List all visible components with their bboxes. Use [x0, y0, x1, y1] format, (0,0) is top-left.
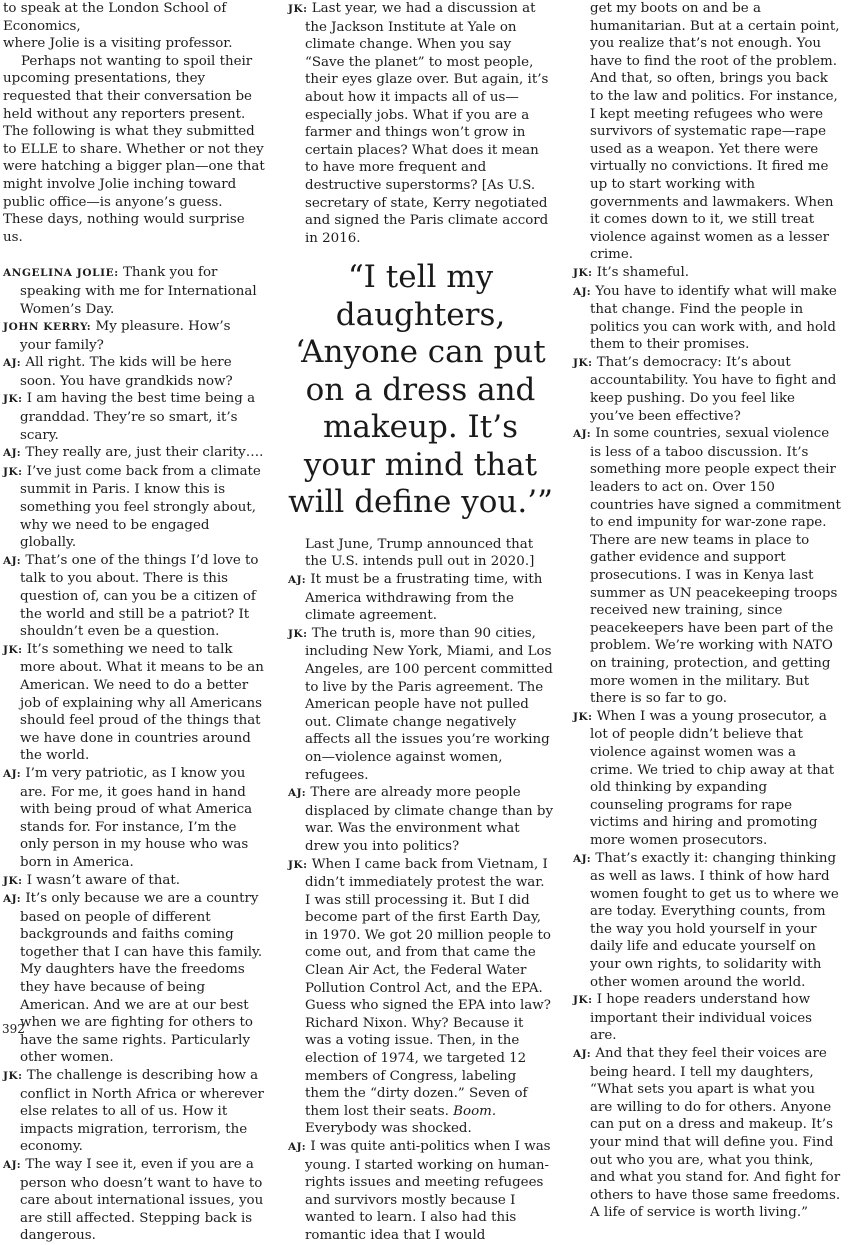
intro-paragraph: Perhaps not wanting to spoil their upcoming presentations, they requested that their conversation be held without any reporters present. The following is what they submitted to ELLE to share. Whether or not they were hatching a bigger plan—one that might involve Jolie inching toward public office—is anyone’s guess. These days, nothing would surprise us.: [3, 53, 265, 245]
interview-turn: [3, 444, 265, 463]
interview-turn: [573, 425, 841, 708]
interview-turn: [3, 463, 265, 552]
speaker-label: AJ:: [3, 447, 22, 460]
speaker-label: JK:: [573, 994, 593, 1007]
speaker-label: JK:: [573, 710, 593, 723]
turn-text: My pleasure. How’s your family?: [20, 319, 231, 353]
interview-turn: [288, 571, 553, 625]
speaker-label: JK:: [3, 1070, 23, 1083]
turn-text: The truth is, more than 90 cities, including New York, Miami, and Los Angeles, are 100 percent committed to live by the Paris agreement. The American people have not pulled out. Climate change negatively affects all the issues you’re working on—violence against women, refugees.: [305, 625, 553, 783]
speaker-label: AJ:: [3, 357, 22, 370]
speaker-label: ANGELINA JOLIE:: [3, 267, 119, 280]
interview-turn: [288, 0, 553, 247]
turn-text: That’s one of the things I’d love to talk to you about. There is this question of, can you be a citizen of the world and still be a patriot? It shouldn’t even be a question.: [20, 552, 259, 640]
interview-turn: [573, 283, 841, 354]
turn-text: You have to identify what will make that change. Find the people in politics you can work with, and hold them to their promises.: [590, 283, 837, 353]
continuation-text: get my boots on and be a humanitarian. But at a certain point, you realize that’s not enough. You have to find the root of the problem. And that, so often, brings you back to the law and politics. For instance, I kept meeting refugees who were survivors of systematic rape—rape used as a weapon. Yet there were virtually no convictions. It fired me up to start working with governments and lawmakers. When it comes down to it, we still treat violence against women as a lesser crime.: [590, 1, 840, 263]
interview-turn: [3, 1156, 265, 1245]
interview-turn: [3, 1067, 265, 1156]
turn-text: When I came back from Vietnam, I didn’t immediately protest the war. I was still processing it. But I did become part of the first Earth Day, in 1970. We got 20 million people to come out, and from that came the Clean Air Act, the Federal Water Pollution Control Act, and the EPA. Guess who signed the EPA into law? Richard Nixon. Why? Because it was a voting issue. Then, in the election of 1974, we targeted 12 members of Congress, labeling them the “dirty dozen.” Seven of them lost their seats.: [305, 856, 551, 1119]
speaker-label: JK:: [573, 266, 593, 279]
speaker-label: AJ:: [573, 428, 592, 441]
pull-quote: “I tell my daughters, ‘Anyone can put on a dress and makeup. It’s your mind that will define you.’”: [288, 259, 553, 521]
intro-line: to speak at the London School of Economics,: [3, 1, 227, 34]
interview-turn: [3, 264, 265, 318]
intro-lead: [3, 0, 265, 53]
turn-text: That’s exactly it: changing thinking as well as laws. I think of how hard women fought to get us to where we are today. Everything counts, from the way you hold yourself in your daily life and educate yourself on your own rights, to solidarity with other women around the world.: [590, 850, 839, 990]
speaker-label: JK:: [288, 858, 308, 871]
speaker-label: AJ:: [3, 554, 22, 567]
speaker-label: AJ:: [3, 767, 22, 780]
speaker-label: AJ:: [573, 852, 592, 865]
turn-text: When I was a young prosecutor, a lot of people didn’t believe that violence against women was a crime. We tried to chip away at that old thinking by expanding counseling programs for rape victims and hiring and promoting more women prosecutors.: [590, 708, 835, 848]
turn-text: It’s something we need to talk more about. What it means to be an American. We need to do a better job of explaining why all Americans should feel proud of the things that we have done in countries around the world.: [20, 641, 264, 764]
turn-text: I wasn’t aware of that.: [26, 872, 181, 888]
column-2: [288, 0, 553, 1245]
bracket-note: Last June, Trump announced that the U.S. intends pull out in 2020.]: [305, 536, 535, 570]
interview-turn: [573, 264, 841, 283]
interview-turn: [3, 872, 265, 891]
turn-text: It must be a frustrating time, with America withdrawing from the climate agreement.: [305, 572, 543, 624]
speaker-label: AJ:: [288, 787, 307, 800]
speaker-label: AJ:: [288, 574, 307, 586]
turn-text: It’s shameful.: [596, 264, 690, 280]
turn-text: The way I see it, even if you are a person who doesn’t want to have to care about international issues, you are still affected. Stepping back is dangerous.: [20, 1157, 264, 1244]
speaker-label: JK:: [3, 874, 23, 887]
speaker-label: AJ:: [3, 1159, 22, 1171]
turn-text: In some countries, sexual violence is less of a taboo discussion. It’s something more people expect their leaders to act on. Over 150 countries have signed a commitment to end impunity for war-zone rape. There are new teams in place to gather evidence and support prosecutions. I was in Kenya last summer as UN peacekeeping troops received new training, since peacekeepers have been part of the problem. We’re working with NATO on training, protection, and getting more women in the military. But there is so far to go.: [590, 426, 841, 707]
speaker-label: JK:: [288, 3, 308, 15]
column-1: [3, 0, 265, 1245]
turn-text: There are already more people displaced by climate change than by war. Was the environment what drew you into politics?: [305, 785, 554, 854]
interview-turn: [3, 552, 265, 641]
speaker-label: AJ:: [3, 893, 22, 906]
interview-turn: [3, 354, 265, 390]
speaker-label: JK:: [3, 393, 23, 406]
interview-turn: [288, 625, 553, 784]
interview-turn: [288, 1138, 553, 1245]
interview-turn: [3, 765, 265, 872]
page-number: 392: [2, 1022, 25, 1036]
spacer: [3, 246, 265, 264]
speaker-label: AJ:: [288, 1141, 307, 1153]
interview-turn: [3, 641, 265, 765]
turn-text: And that they feel their voices are being heard. I tell my daughters, “What sets you apart is what you are willing to do for others. Anyone can put on a dress and makeup. It’s your mind that will define you. Find out who you are, what you think, and what you stand for. And fight for others to have those same freedoms. A life of service is worth living.”: [590, 1046, 841, 1221]
turn-text: I was quite anti-politics when I was young. I started working on human-rights issues and meeting refugees and survivors mostly because I wanted to learn. I also had this romantic idea that I would: [305, 1139, 551, 1243]
turn-text: Everybody was shocked.: [305, 1121, 472, 1137]
speaker-label: JOHN KERRY:: [3, 321, 92, 334]
interview-turn: [288, 784, 553, 855]
speaker-label: JK:: [288, 627, 308, 640]
interview-turn: [573, 991, 841, 1045]
turn-text: That’s democracy: It’s about accountability. You have to fight and keep pushing. Do you feel like you’ve been effective?: [590, 354, 837, 424]
emphasis-text: Boom.: [453, 1103, 497, 1119]
interview-turn: [3, 890, 265, 1067]
turn-text: Thank you for speaking with me for International Women’s Day.: [20, 265, 257, 317]
interview-turn: [573, 708, 841, 850]
turn-text: They really are, just their clarity….: [25, 445, 264, 461]
turn-text: I’m very patriotic, as I know you are. For me, it goes hand in hand with being proud of what America stands for. For instance, I’m the only person in my house who was born in America.: [20, 765, 253, 870]
interview-turn: [3, 318, 265, 354]
interview-turn: [3, 390, 265, 444]
turn-text: All right. The kids will be here soon. You have grandkids now?: [20, 355, 233, 389]
speaker-label: JK:: [3, 643, 23, 656]
turn-text: I hope readers understand how important their individual voices are.: [590, 992, 813, 1044]
turn-text: It’s only because we are a country based on people of different backgrounds and faiths coming together that I can have this family. My daughters have the freedoms they have because of being American. And we are at our best when we are fighting for others to have the same rights. Particularly other women.: [20, 891, 263, 1066]
turn-text: I’ve just come back from a climate summit in Paris. I know this is something you feel strongly about, why we need to be engaged globally.: [20, 463, 261, 551]
turn-text: The challenge is describing how a conflict in North Africa or wherever else relates to all of us. How it impacts migration, terrorism, the economy.: [20, 1068, 264, 1155]
interview-turn: [288, 856, 553, 1139]
interview-turn: [573, 354, 841, 425]
speaker-label: AJ:: [573, 285, 592, 298]
speaker-label: AJ:: [573, 1048, 592, 1061]
interview-turn: [573, 850, 841, 992]
column-3: [573, 0, 841, 1222]
speaker-label: JK:: [3, 465, 23, 478]
turn-text: Last year, we had a discussion at the Jackson Institute at Yale on climate change. When you say “Save the planet” to most people, their eyes glaze over. But again, it’s about how it impacts all of us—especially jobs. What if you are a farmer and things won’t grow in certain places? What does it mean to have more frequent and destructive superstorms? [As U.S. secretary of state, Kerry negotiated and signed the Paris climate accord in 2016.: [305, 1, 549, 246]
speaker-label: JK:: [573, 356, 593, 369]
intro-line: where Jolie is a visiting professor.: [3, 36, 233, 52]
turn-text: I am having the best time being a granddad. They’re so smart, it’s scary.: [20, 391, 256, 443]
interview-turn: [573, 1045, 841, 1222]
